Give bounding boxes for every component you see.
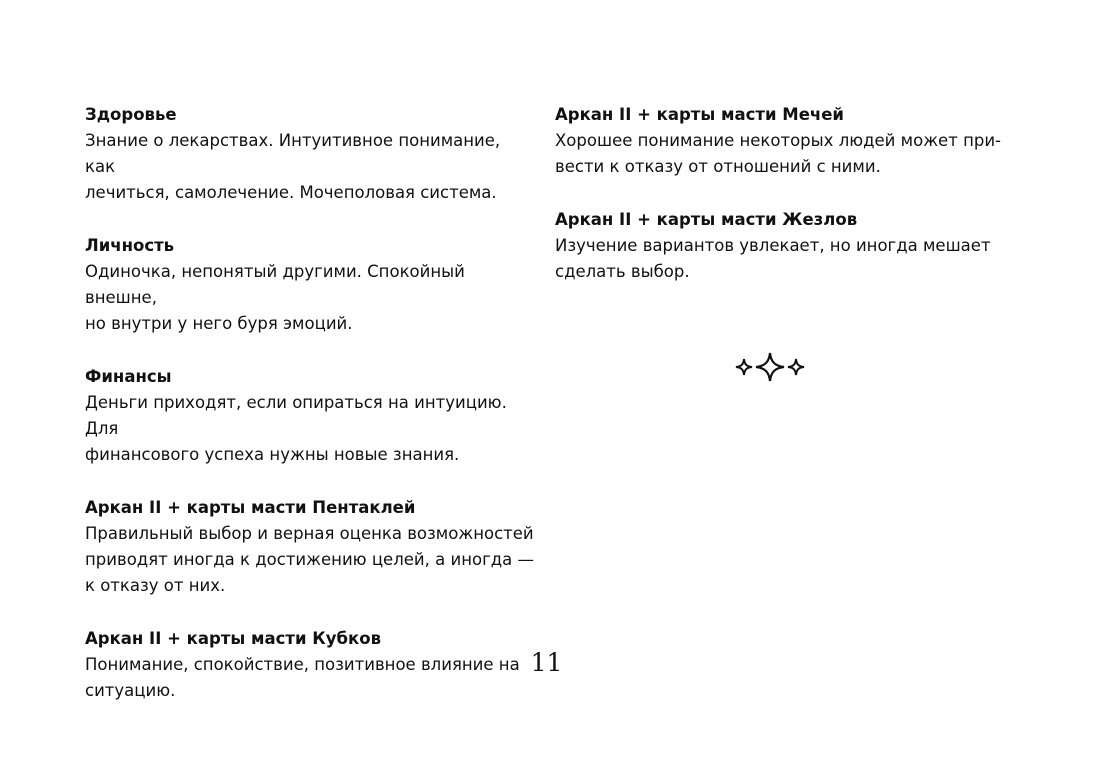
- section-title: Личность: [85, 236, 175, 255]
- small-sparkle-icon: [735, 358, 753, 376]
- section-title: Аркан II + карты масти Пентаклей: [85, 498, 416, 517]
- right-column: [555, 102, 1015, 312]
- section-personality: [85, 233, 535, 337]
- section-wands: [555, 207, 1015, 285]
- section-title: Аркан II + карты масти Мечей: [555, 105, 844, 124]
- section-pentacles: [85, 495, 535, 599]
- small-sparkle-icon: [787, 358, 805, 376]
- section-title: Здоровье: [85, 105, 177, 124]
- section-body: Одиночка, непонятый другими. Спокойный внешне, но внутри у него буря эмоций.: [85, 262, 465, 333]
- page-number: 11: [530, 648, 563, 677]
- section-swords: [555, 102, 1015, 180]
- section-title: Аркан II + карты масти Кубков: [85, 629, 382, 648]
- section-title: Финансы: [85, 367, 172, 386]
- section-body: Деньги приходят, если опираться на интуицию. Для финансового успеха нужны новые знания.: [85, 393, 507, 464]
- section-body: Правильный выбор и верная оценка возможностей приводят иногда к достижению целей, а иногда — к отказу от них.: [85, 524, 535, 595]
- section-body: Знание о лекарствах. Интуитивное понимание, как лечиться, самолечение. Мочеполовая система.: [85, 131, 501, 202]
- large-sparkle-icon: [755, 352, 785, 382]
- section-body: Хорошее понимание некоторых людей может при- вести к отказу от отношений с ними.: [555, 131, 1002, 176]
- three-sparkle-stars-icon: [735, 352, 805, 382]
- section-body: Изучение вариантов увлекает, но иногда мешает сделать выбор.: [555, 236, 991, 281]
- section-title: Аркан II + карты масти Жезлов: [555, 210, 858, 229]
- section-finances: [85, 364, 535, 468]
- section-body: Понимание, спокойствие, позитивное влияние на ситуацию.: [85, 655, 520, 700]
- left-column: [85, 102, 535, 731]
- section-health: [85, 102, 535, 206]
